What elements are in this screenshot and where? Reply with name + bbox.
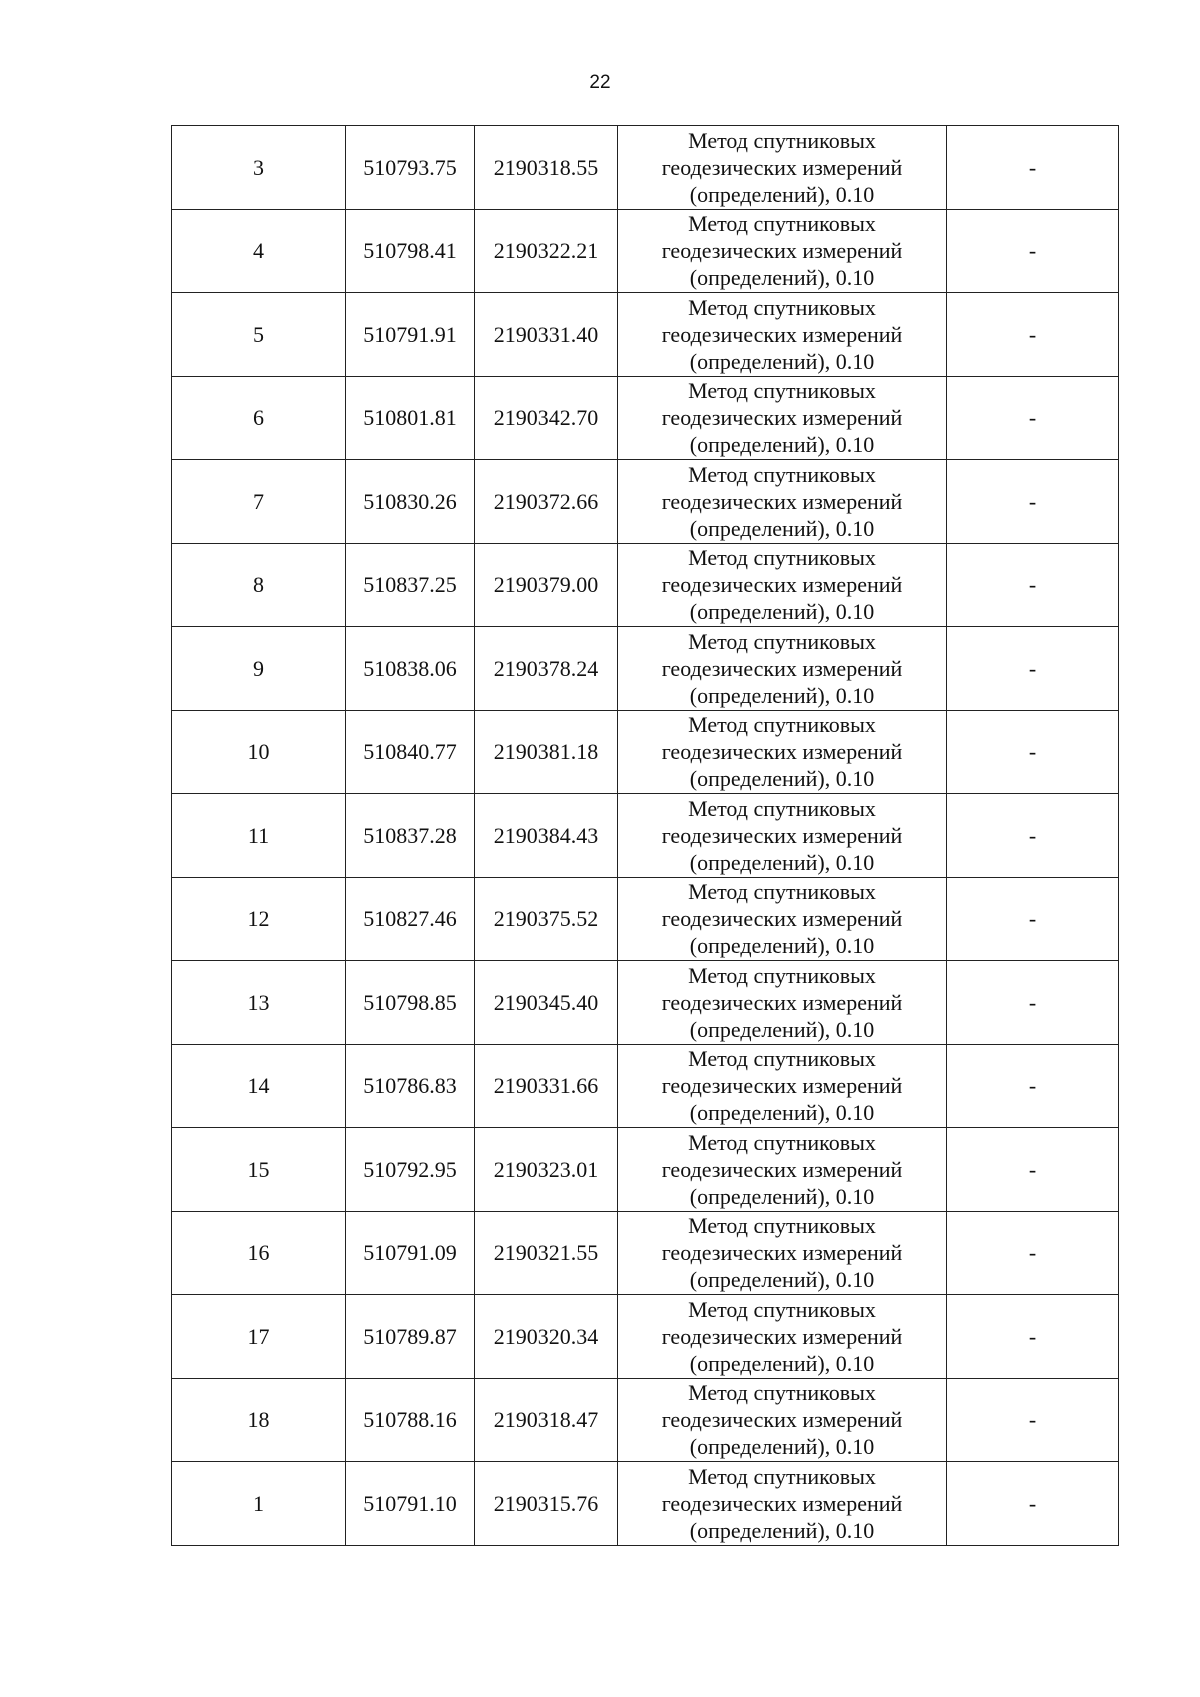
table-row	[172, 293, 1119, 377]
method-line: геодезических измерений	[661, 1407, 903, 1433]
point-number-cell: 8	[172, 543, 346, 627]
method-line: Метод спутниковых	[688, 1213, 876, 1239]
method-line: (определений), 0.10	[689, 933, 875, 959]
method-accuracy-cell	[618, 794, 947, 878]
table-row	[172, 1044, 1119, 1128]
y-coordinate-cell: 2190318.55	[475, 126, 618, 210]
method-line: Метод спутниковых	[688, 545, 876, 571]
method-line: Метод спутниковых	[688, 1129, 876, 1155]
method-line: (определений), 0.10	[689, 181, 875, 207]
method-line: Метод спутниковых	[688, 712, 876, 738]
table-row	[172, 794, 1119, 878]
page-number: 22	[589, 72, 611, 93]
point-number-cell: 10	[172, 710, 346, 794]
method-line: геодезических измерений	[661, 822, 903, 848]
table-row	[172, 126, 1119, 210]
method-line: (определений), 0.10	[689, 849, 875, 875]
coordinates-table-body	[172, 126, 1119, 1546]
x-coordinate-cell: 510791.10	[346, 1462, 475, 1546]
point-number-cell: 7	[172, 460, 346, 544]
note-cell: -	[947, 1378, 1119, 1462]
method-line: (определений), 0.10	[689, 682, 875, 708]
point-number-cell: 4	[172, 209, 346, 293]
method-line: геодезических измерений	[661, 1073, 903, 1099]
table-row	[172, 1295, 1119, 1379]
point-number-cell: 12	[172, 877, 346, 961]
point-number-cell: 18	[172, 1378, 346, 1462]
table-row	[172, 543, 1119, 627]
x-coordinate-cell: 510801.81	[346, 376, 475, 460]
method-line: геодезических измерений	[661, 1156, 903, 1182]
y-coordinate-cell: 2190318.47	[475, 1378, 618, 1462]
y-coordinate-cell: 2190342.70	[475, 376, 618, 460]
point-number-cell: 15	[172, 1128, 346, 1212]
table-row	[172, 209, 1119, 293]
method-line: геодезических измерений	[661, 1490, 903, 1516]
x-coordinate-cell: 510789.87	[346, 1295, 475, 1379]
table-row	[172, 1378, 1119, 1462]
method-accuracy-cell	[618, 1044, 947, 1128]
table-row	[172, 376, 1119, 460]
point-number-cell: 14	[172, 1044, 346, 1128]
y-coordinate-cell: 2190345.40	[475, 961, 618, 1045]
method-line: (определений), 0.10	[689, 348, 875, 374]
method-line: геодезических измерений	[661, 1240, 903, 1266]
y-coordinate-cell: 2190331.66	[475, 1044, 618, 1128]
method-line: геодезических измерений	[661, 321, 903, 347]
y-coordinate-cell: 2190378.24	[475, 627, 618, 711]
x-coordinate-cell: 510792.95	[346, 1128, 475, 1212]
method-line: (определений), 0.10	[689, 766, 875, 792]
method-line: геодезических измерений	[661, 1323, 903, 1349]
method-line: (определений), 0.10	[689, 1100, 875, 1126]
note-cell: -	[947, 1128, 1119, 1212]
method-line: Метод спутниковых	[688, 127, 876, 153]
coordinates-table	[171, 125, 1119, 1546]
y-coordinate-cell: 2190320.34	[475, 1295, 618, 1379]
point-number-cell: 11	[172, 794, 346, 878]
method-line: Метод спутниковых	[688, 211, 876, 237]
method-line: (определений), 0.10	[689, 515, 875, 541]
y-coordinate-cell: 2190331.40	[475, 293, 618, 377]
method-accuracy-cell	[618, 293, 947, 377]
x-coordinate-cell: 510837.25	[346, 543, 475, 627]
table-row	[172, 627, 1119, 711]
note-cell: -	[947, 877, 1119, 961]
method-accuracy-cell	[618, 543, 947, 627]
point-number-cell: 3	[172, 126, 346, 210]
method-accuracy-cell	[618, 1128, 947, 1212]
method-accuracy-cell	[618, 1378, 947, 1462]
note-cell: -	[947, 543, 1119, 627]
method-line: (определений), 0.10	[689, 1183, 875, 1209]
method-line: (определений), 0.10	[689, 1016, 875, 1042]
method-line: геодезических измерений	[661, 739, 903, 765]
method-line: (определений), 0.10	[689, 265, 875, 291]
method-line: Метод спутниковых	[688, 1296, 876, 1322]
method-line: Метод спутниковых	[688, 378, 876, 404]
method-line: геодезических измерений	[661, 989, 903, 1015]
table-row	[172, 460, 1119, 544]
method-accuracy-cell	[618, 1295, 947, 1379]
y-coordinate-cell: 2190375.52	[475, 877, 618, 961]
method-line: Метод спутниковых	[688, 795, 876, 821]
method-line: Метод спутниковых	[688, 1380, 876, 1406]
point-number-cell: 16	[172, 1211, 346, 1295]
method-line: Метод спутниковых	[688, 628, 876, 654]
note-cell: -	[947, 1462, 1119, 1546]
method-accuracy-cell	[618, 627, 947, 711]
method-line: (определений), 0.10	[689, 1267, 875, 1293]
x-coordinate-cell: 510786.83	[346, 1044, 475, 1128]
method-line: (определений), 0.10	[689, 1517, 875, 1543]
method-line: геодезических измерений	[661, 655, 903, 681]
note-cell: -	[947, 961, 1119, 1045]
table-row	[172, 710, 1119, 794]
method-line: геодезических измерений	[661, 154, 903, 180]
table-row	[172, 1462, 1119, 1546]
note-cell: -	[947, 1044, 1119, 1128]
method-line: Метод спутниковых	[688, 294, 876, 320]
note-cell: -	[947, 710, 1119, 794]
y-coordinate-cell: 2190384.43	[475, 794, 618, 878]
x-coordinate-cell: 510793.75	[346, 126, 475, 210]
method-line: (определений), 0.10	[689, 1350, 875, 1376]
point-number-cell: 9	[172, 627, 346, 711]
method-accuracy-cell	[618, 209, 947, 293]
table-row	[172, 1211, 1119, 1295]
method-line: Метод спутниковых	[688, 962, 876, 988]
y-coordinate-cell: 2190372.66	[475, 460, 618, 544]
method-accuracy-cell	[618, 376, 947, 460]
method-line: (определений), 0.10	[689, 1434, 875, 1460]
method-line: Метод спутниковых	[688, 461, 876, 487]
point-number-cell: 6	[172, 376, 346, 460]
method-line: Метод спутниковых	[688, 1046, 876, 1072]
note-cell: -	[947, 126, 1119, 210]
x-coordinate-cell: 510791.09	[346, 1211, 475, 1295]
method-accuracy-cell	[618, 961, 947, 1045]
table-row	[172, 877, 1119, 961]
note-cell: -	[947, 627, 1119, 711]
method-line: Метод спутниковых	[688, 879, 876, 905]
note-cell: -	[947, 209, 1119, 293]
x-coordinate-cell: 510791.91	[346, 293, 475, 377]
method-accuracy-cell	[618, 1462, 947, 1546]
y-coordinate-cell: 2190322.21	[475, 209, 618, 293]
note-cell: -	[947, 376, 1119, 460]
x-coordinate-cell: 510788.16	[346, 1378, 475, 1462]
method-accuracy-cell	[618, 1211, 947, 1295]
note-cell: -	[947, 293, 1119, 377]
note-cell: -	[947, 1295, 1119, 1379]
x-coordinate-cell: 510830.26	[346, 460, 475, 544]
note-cell: -	[947, 460, 1119, 544]
x-coordinate-cell: 510837.28	[346, 794, 475, 878]
method-line: геодезических измерений	[661, 488, 903, 514]
method-accuracy-cell	[618, 460, 947, 544]
y-coordinate-cell: 2190321.55	[475, 1211, 618, 1295]
note-cell: -	[947, 794, 1119, 878]
point-number-cell: 17	[172, 1295, 346, 1379]
x-coordinate-cell: 510827.46	[346, 877, 475, 961]
table-row	[172, 961, 1119, 1045]
method-accuracy-cell	[618, 710, 947, 794]
y-coordinate-cell: 2190379.00	[475, 543, 618, 627]
method-line: геодезических измерений	[661, 405, 903, 431]
method-line: геодезических измерений	[661, 238, 903, 264]
point-number-cell: 5	[172, 293, 346, 377]
method-line: (определений), 0.10	[689, 599, 875, 625]
x-coordinate-cell: 510798.85	[346, 961, 475, 1045]
x-coordinate-cell: 510798.41	[346, 209, 475, 293]
y-coordinate-cell: 2190315.76	[475, 1462, 618, 1546]
method-line: (определений), 0.10	[689, 432, 875, 458]
point-number-cell: 13	[172, 961, 346, 1045]
table-row	[172, 1128, 1119, 1212]
point-number-cell: 1	[172, 1462, 346, 1546]
method-line: Метод спутниковых	[688, 1463, 876, 1489]
note-cell: -	[947, 1211, 1119, 1295]
x-coordinate-cell: 510840.77	[346, 710, 475, 794]
y-coordinate-cell: 2190381.18	[475, 710, 618, 794]
method-accuracy-cell	[618, 877, 947, 961]
method-accuracy-cell	[618, 126, 947, 210]
x-coordinate-cell: 510838.06	[346, 627, 475, 711]
method-line: геодезических измерений	[661, 572, 903, 598]
y-coordinate-cell: 2190323.01	[475, 1128, 618, 1212]
method-line: геодезических измерений	[661, 906, 903, 932]
